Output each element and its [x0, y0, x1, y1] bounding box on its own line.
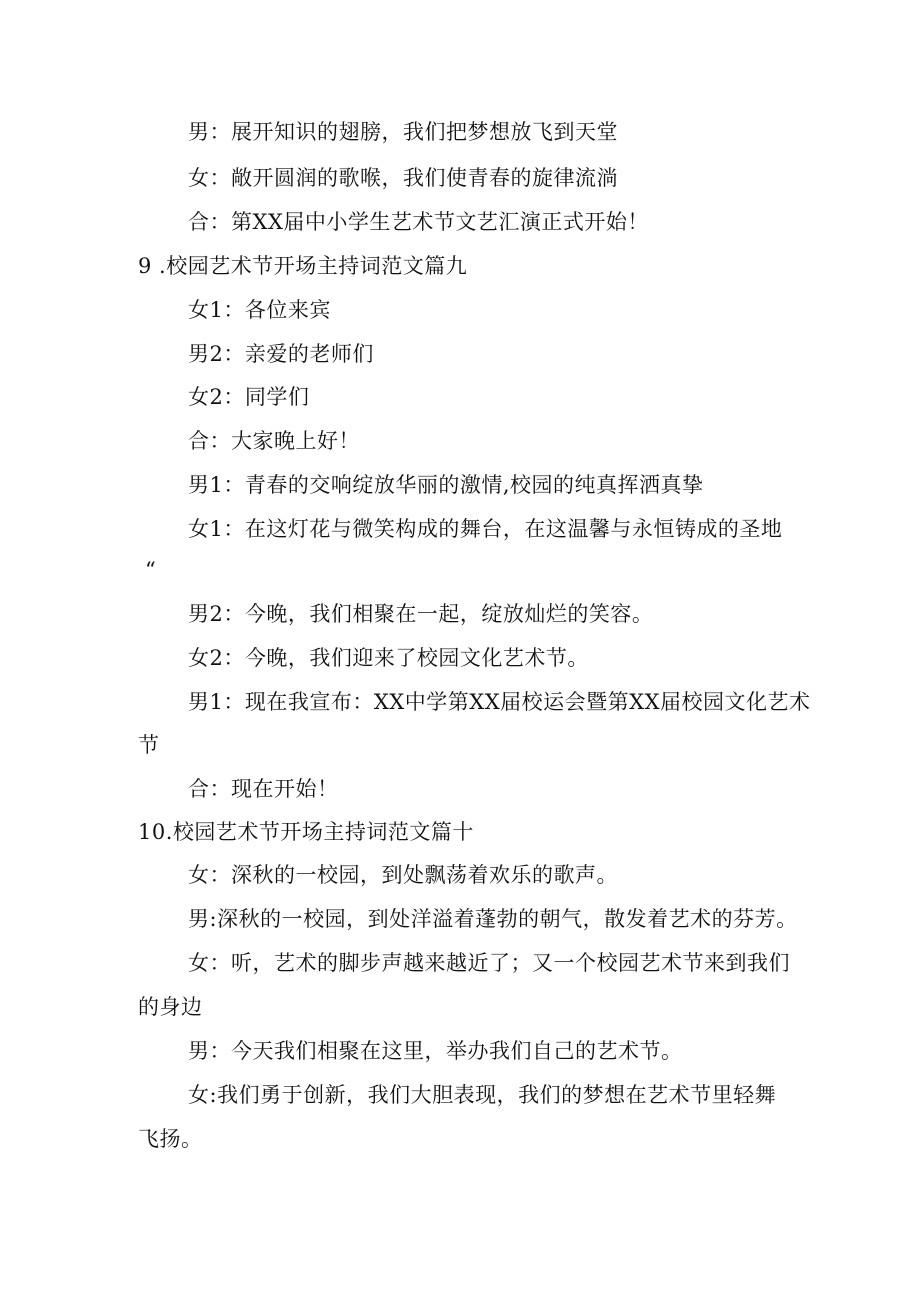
dialogue-line: 女：敞开圆润的歌喉，我们使青春的旋律流淌	[188, 166, 618, 190]
section-heading-9: 9 .校园艺术节开场主持词范文篇九	[138, 254, 468, 278]
dialogue-line: 男：今天我们相聚在这里，举办我们自己的艺术节。	[188, 1039, 683, 1063]
dialogue-line: 女：深秋的一校园，到处飘荡着欢乐的歌声。	[188, 863, 618, 887]
dialogue-line-continuation: “	[145, 558, 157, 582]
dialogue-line: 女1：各位来宾	[188, 298, 331, 322]
dialogue-line-continuation: 飞扬。	[138, 1127, 203, 1151]
dialogue-line: 合：大家晚上好！	[188, 429, 360, 453]
dialogue-line: 女2：同学们	[188, 385, 310, 409]
dialogue-line-continuation: 节	[138, 733, 160, 757]
dialogue-line-continuation: 的身边	[138, 995, 203, 1019]
dialogue-line: 男1：青春的交响绽放华丽的激情,校园的纯真挥洒真挚	[188, 473, 704, 497]
dialogue-line: 女1：在这灯花与微笑构成的舞台，在这温馨与永恒铸成的圣地	[188, 517, 783, 541]
dialogue-line: 女：听，艺术的脚步声越来越近了；又一个校园艺术节来到我们	[188, 951, 790, 975]
dialogue-line: 女:我们勇于创新，我们大胆表现，我们的梦想在艺术节里轻舞	[188, 1083, 777, 1107]
section-heading-10: 10.校园艺术节开场主持词范文篇十	[138, 820, 474, 844]
dialogue-line: 男：展开知识的翅膀，我们把梦想放飞到天堂	[188, 120, 618, 144]
dialogue-line: 男2：今晚，我们相聚在一起，绽放灿烂的笑容。	[188, 602, 654, 626]
dialogue-line: 男:深秋的一校园，到处洋溢着蓬勃的朝气，散发着艺术的芬芳。	[188, 907, 798, 931]
dialogue-line: 合：现在开始！	[188, 777, 339, 801]
dialogue-line: 男1：现在我宣布：XX中学第XX届校运会暨第XX届校园文化艺术	[188, 690, 811, 714]
dialogue-line: 女2：今晚，我们迎来了校园文化艺术节。	[188, 646, 589, 670]
dialogue-line: 男2：亲爱的老师们	[188, 342, 374, 366]
dialogue-line: 合：第XX届中小学生艺术节文艺汇演正式开始！	[188, 210, 649, 234]
